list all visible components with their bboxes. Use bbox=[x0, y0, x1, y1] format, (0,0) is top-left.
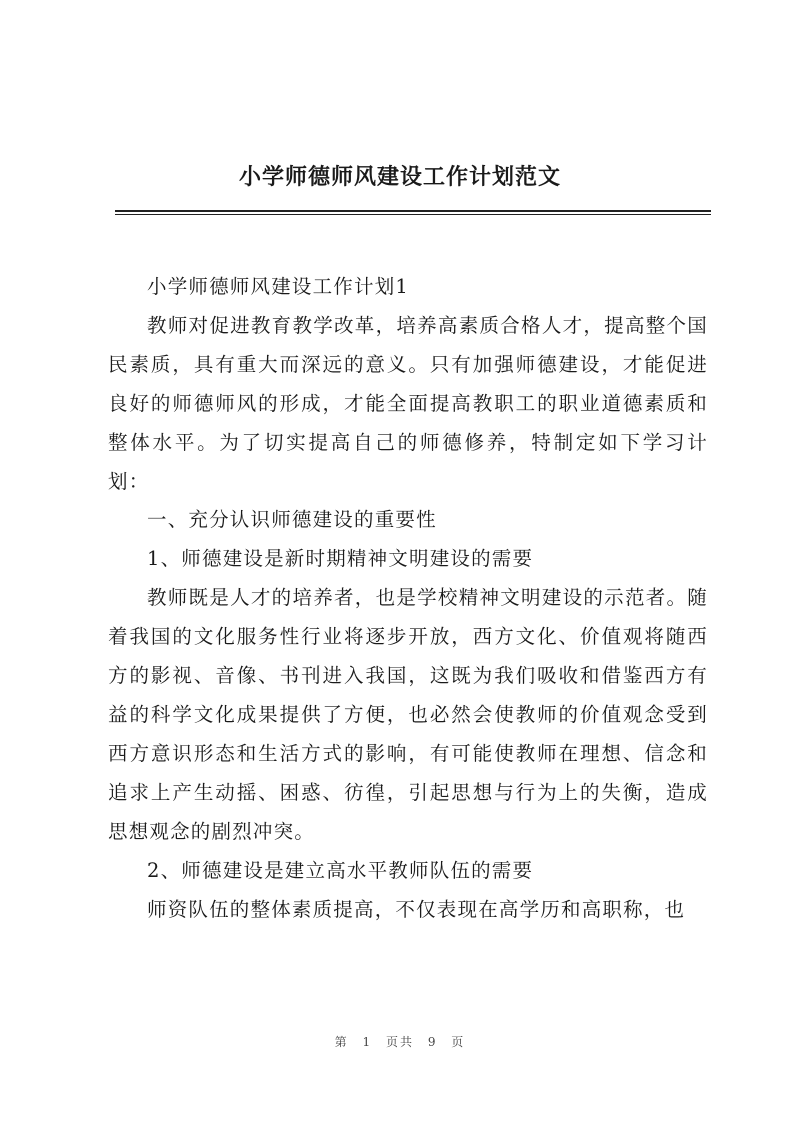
section-heading: 一、充分认识师德建设的重要性 bbox=[147, 508, 437, 532]
paragraph: 教师对促进教育教学改革，培养高素质合格人才，提高整个国民素质，具有重大而深远的意义。只有加强师德建设，才能促进良好的师德师风的形成，才能全面提高教职工的职业道德素质和整体水平。为了切实提高自己的师德修养，特制定如下学习计划： bbox=[108, 313, 708, 493]
section-heading: 小学师德师风建设工作计划1 bbox=[147, 275, 410, 298]
title-divider-thin bbox=[115, 214, 711, 215]
page-footer bbox=[0, 1033, 800, 1050]
document-title: 小学师德师风建设工作计划范文 bbox=[238, 165, 561, 190]
subsection-heading: 1、师德建设是新时期精神文明建设的需要 bbox=[147, 547, 534, 571]
subsection-heading: 2、师德建设是建立高水平教师队伍的需要 bbox=[147, 858, 534, 882]
paragraph: 教师既是人才的培养者，也是学校精神文明建设的示范者。随着我国的文化服务性行业将逐步开放，西方文化、价值观将随西方的影视、音像、书刊进入我国，这既为我们吸收和借鉴西方有益的科学文化成果提供了方便，也必然会使教师的价值观念受到西方意识形态和生活方式的影响，有可能使教师在理想、信念和追求上产生动摇、困惑、彷徨，引起思想与行为上的失衡，造成思想观念的剧烈冲突。 bbox=[108, 586, 708, 843]
document-body bbox=[108, 268, 708, 929]
paragraph: 师资队伍的整体素质提高，不仅表现在高学历和高职称，也 bbox=[147, 897, 686, 921]
footer-total-pages: 9 bbox=[427, 1035, 438, 1049]
footer-suffix: 页 bbox=[451, 1035, 466, 1049]
footer-middle: 页共 bbox=[385, 1035, 414, 1049]
title-divider bbox=[115, 210, 711, 212]
footer-prefix: 第 bbox=[334, 1035, 349, 1049]
footer-page-number: 1 bbox=[362, 1035, 373, 1049]
